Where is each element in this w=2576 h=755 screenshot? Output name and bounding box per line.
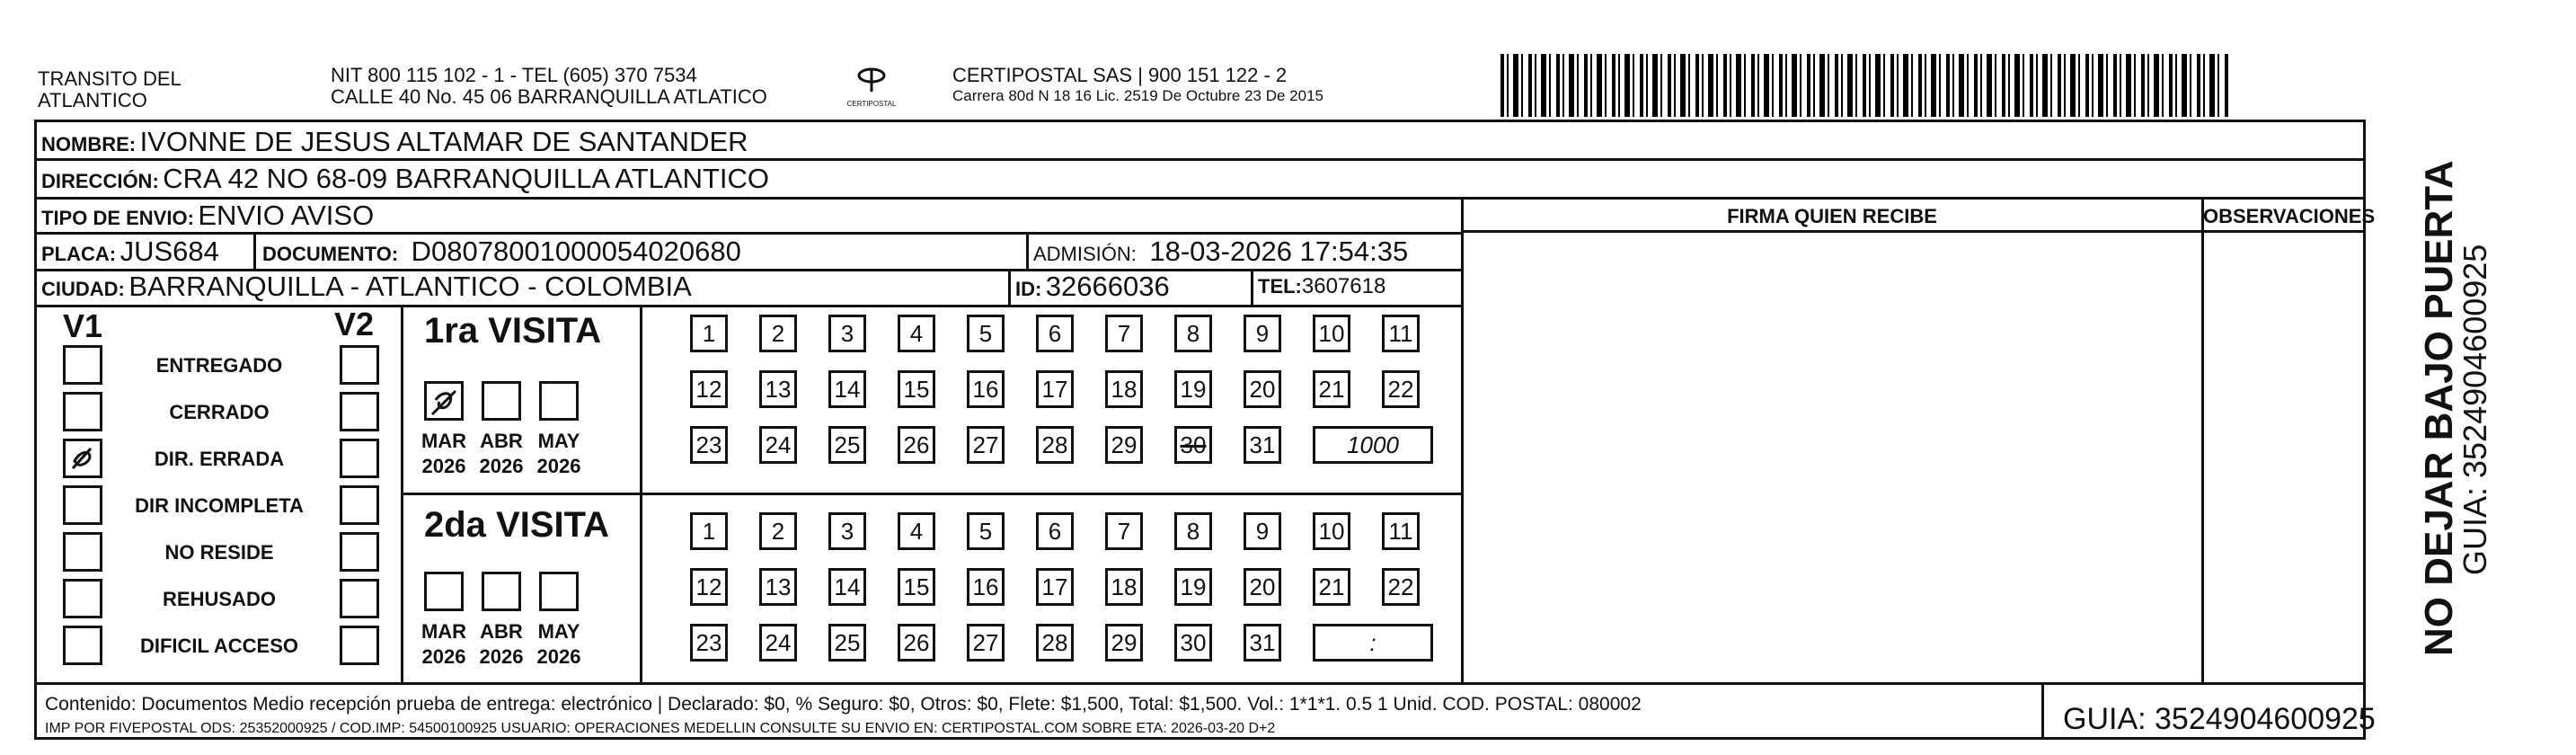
company-name: CERTIPOSTAL SAS | 900 151 122 - 2 xyxy=(952,64,1288,86)
barcode xyxy=(1500,54,2228,117)
ship-type-row xyxy=(41,200,374,232)
city: BARRANQUILLA - ATLANTICO - COLOMBIA xyxy=(128,271,692,302)
month-checkbox[interactable] xyxy=(482,572,521,611)
month-label: MAY xyxy=(537,430,580,452)
address-row xyxy=(41,163,769,195)
v2-checkbox[interactable] xyxy=(340,626,379,665)
year-label: 2026 xyxy=(421,455,466,477)
day-box[interactable]: 16 xyxy=(967,568,1005,606)
day-box[interactable]: 26 xyxy=(898,426,935,464)
day-box[interactable]: 6 xyxy=(1036,315,1074,352)
day-box[interactable]: 17 xyxy=(1036,370,1074,408)
day-box[interactable]: 8 xyxy=(1174,512,1212,550)
status-label: DIR. ERRADA xyxy=(154,448,285,470)
v1-checkbox[interactable] xyxy=(63,392,102,431)
day-box[interactable]: 6 xyxy=(1036,512,1074,550)
tel-row xyxy=(1258,274,1385,299)
month-label: MAY xyxy=(537,620,580,643)
visit2-title: 2da VISITA xyxy=(424,505,609,545)
month-checkbox[interactable] xyxy=(539,381,579,421)
status-label: DIR INCOMPLETA xyxy=(135,494,304,517)
day-box[interactable]: 10 xyxy=(1313,315,1350,352)
month-checkbox[interactable] xyxy=(539,572,579,611)
status-label: REHUSADO xyxy=(163,588,276,610)
v1-checkbox[interactable] xyxy=(63,579,102,618)
day-box[interactable]: 5 xyxy=(967,315,1005,352)
day-box[interactable]: 11 xyxy=(1382,512,1420,550)
day-box[interactable]: 5 xyxy=(967,512,1005,550)
tel: 3607618 xyxy=(1301,274,1386,298)
status-label: ENTREGADO xyxy=(155,354,283,377)
signature-label: FIRMA QUIEN RECIBE xyxy=(1727,205,1937,227)
day-box[interactable]: 9 xyxy=(1244,315,1281,352)
year-label: 2026 xyxy=(536,455,581,477)
status-label: DIFICIL ACCESO xyxy=(139,635,298,657)
day-box[interactable]: 23 xyxy=(690,624,728,662)
month-checkbox[interactable] xyxy=(424,381,464,421)
company-info xyxy=(952,65,1323,106)
day-box[interactable]: 7 xyxy=(1105,512,1143,550)
logo-text: CERTIPOSTAL xyxy=(846,100,897,108)
day-box[interactable]: 14 xyxy=(828,370,866,408)
day-box[interactable]: 24 xyxy=(759,426,797,464)
admission-row xyxy=(1033,235,1408,268)
signature-mark-icon xyxy=(427,384,461,418)
document: D08078001000054020680 xyxy=(411,235,741,267)
day-box[interactable]: 4 xyxy=(898,315,935,352)
side-guia: GUIA: 3524904600925 xyxy=(2456,244,2493,575)
month-label: MAR xyxy=(420,620,467,643)
day-box[interactable]: 17 xyxy=(1036,568,1074,606)
month-label: MAR xyxy=(420,430,467,452)
v1-checkbox[interactable] xyxy=(63,439,102,478)
plate-label: PLACA: xyxy=(41,243,117,265)
footer-guia: GUIA: 3524904600925 xyxy=(2063,702,2376,736)
admission-label: ADMISIÓN: xyxy=(1033,243,1137,265)
day-box[interactable]: 20 xyxy=(1244,370,1281,408)
day-box[interactable]: 14 xyxy=(828,568,866,606)
ship-type: ENVIO AVISO xyxy=(198,200,375,231)
v1-label: V1 xyxy=(63,307,103,344)
day-box[interactable]: 21 xyxy=(1313,568,1350,606)
plate: JUS684 xyxy=(120,235,219,267)
day-box[interactable]: 18 xyxy=(1105,370,1143,408)
id-label: ID: xyxy=(1015,278,1042,300)
day-box[interactable]: 31 xyxy=(1244,426,1281,464)
day-box[interactable]: 25 xyxy=(828,624,866,662)
sender-line1: TRANSITO DEL xyxy=(38,67,181,90)
day-box[interactable]: 2 xyxy=(759,512,797,550)
observations-label: OBSERVACIONES xyxy=(2203,205,2376,227)
day-box[interactable]: 10 xyxy=(1313,512,1350,550)
day-box[interactable]: 22 xyxy=(1382,370,1420,408)
name-row xyxy=(41,126,748,158)
day-box[interactable]: 7 xyxy=(1105,315,1143,352)
scribble-mark-icon xyxy=(66,441,100,475)
recipient-name: IVONNE DE JESUS ALTAMAR DE SANTANDER xyxy=(139,126,748,157)
sender-name xyxy=(38,68,181,111)
day-box[interactable]: 13 xyxy=(759,370,797,408)
year-label: 2026 xyxy=(536,645,581,668)
status-label: CERRADO xyxy=(169,401,270,423)
day-box[interactable]: 12 xyxy=(690,568,728,606)
year-label: 2026 xyxy=(479,645,524,668)
side-warning: NO DEJAR BAJO PUERTA xyxy=(2417,160,2461,656)
sender-line2: ATLANTICO xyxy=(38,89,147,111)
month-checkbox[interactable] xyxy=(482,381,521,421)
month-checkbox[interactable] xyxy=(424,572,464,611)
name-label: NOMBRE: xyxy=(41,133,137,155)
day-box[interactable]: 4 xyxy=(898,512,935,550)
year-label: 2026 xyxy=(479,455,524,477)
v1-checkbox[interactable] xyxy=(63,485,102,525)
v1-checkbox[interactable] xyxy=(63,532,102,572)
month-label: ABR xyxy=(480,620,523,643)
day-box[interactable]: 28 xyxy=(1036,624,1074,662)
day-box[interactable]: 25 xyxy=(828,426,866,464)
document-row xyxy=(262,235,741,268)
time-box[interactable]: : xyxy=(1313,624,1433,662)
visit1-title: 1ra VISITA xyxy=(424,311,602,351)
city-label: CIUDAD: xyxy=(41,278,125,300)
plate-row xyxy=(41,235,219,268)
day-box[interactable]: 12 xyxy=(690,370,728,408)
day-box[interactable]: 29 xyxy=(1105,624,1143,662)
v2-checkbox[interactable] xyxy=(340,532,379,572)
address-label: DIRECCIÓN: xyxy=(41,170,159,192)
recipient-address: CRA 42 NO 68-09 BARRANQUILLA ATLANTICO xyxy=(163,163,770,194)
day-box[interactable]: 19 xyxy=(1174,370,1212,408)
v2-checkbox[interactable] xyxy=(340,485,379,525)
day-box[interactable]: 11 xyxy=(1382,315,1420,352)
footer-imp: IMP POR FIVEPOSTAL ODS: 25352000925 / COD.IMP: 54500100925 USUARIO: OPERACIONES MEDELLIN CONSULTE SU ENVIO EN: CERTIPOSTAL.COM SOBRE ETA: 2026-03-20 D+2 xyxy=(45,721,1276,736)
admission-date: 18-03-2026 17:54:35 xyxy=(1149,235,1409,267)
month-label: ABR xyxy=(480,430,523,452)
document-label: DOCUMENTO: xyxy=(262,243,399,265)
company-license: Carrera 80d N 18 16 Lic. 2519 De Octubre 23 De 2015 xyxy=(952,87,1323,104)
day-box[interactable]: 9 xyxy=(1244,512,1281,550)
tel-label: TEL: xyxy=(1258,275,1302,298)
v1-checkbox[interactable] xyxy=(63,345,102,385)
v2-label: V2 xyxy=(334,306,375,342)
day-box[interactable]: 27 xyxy=(967,426,1005,464)
day-box[interactable]: 27 xyxy=(967,624,1005,662)
v1-checkbox[interactable] xyxy=(63,626,102,665)
day-box[interactable]: 30 xyxy=(1174,426,1212,464)
ship-type-label: TIPO DE ENVIO: xyxy=(41,207,194,229)
day-box[interactable]: 30 xyxy=(1174,624,1212,662)
time-box[interactable]: 1000 xyxy=(1313,426,1433,464)
day-box[interactable]: 23 xyxy=(690,426,728,464)
v2-checkbox[interactable] xyxy=(340,439,379,478)
signature-area[interactable] xyxy=(1466,235,2198,678)
day-box[interactable]: 15 xyxy=(898,568,935,606)
observations-area[interactable] xyxy=(2207,235,2361,678)
year-label: 2026 xyxy=(421,645,466,668)
day-box[interactable]: 1 xyxy=(690,512,728,550)
day-box[interactable]: 26 xyxy=(898,624,935,662)
logo-icon xyxy=(854,65,890,95)
id-row xyxy=(1015,271,1170,303)
day-box[interactable]: 16 xyxy=(967,370,1005,408)
day-box[interactable]: 24 xyxy=(759,624,797,662)
city-row xyxy=(41,271,692,303)
day-box[interactable]: 18 xyxy=(1105,568,1143,606)
day-box[interactable]: 28 xyxy=(1036,426,1074,464)
day-box[interactable]: 2 xyxy=(759,315,797,352)
day-box[interactable]: 21 xyxy=(1313,370,1350,408)
certipostal-logo xyxy=(831,65,912,108)
v2-checkbox[interactable] xyxy=(340,345,379,385)
day-box[interactable]: 31 xyxy=(1244,624,1281,662)
day-box[interactable]: 8 xyxy=(1174,315,1212,352)
day-box[interactable]: 1 xyxy=(690,315,728,352)
day-box[interactable]: 3 xyxy=(828,512,866,550)
sender-nit: NIT 800 115 102 - 1 - TEL (605) 370 7534 xyxy=(331,64,697,86)
day-box[interactable]: 3 xyxy=(828,315,866,352)
day-box[interactable]: 20 xyxy=(1244,568,1281,606)
sender-address: CALLE 40 No. 45 06 BARRANQUILLA ATLATICO xyxy=(331,85,767,108)
status-label: NO RESIDE xyxy=(164,541,274,564)
day-box[interactable]: 19 xyxy=(1174,568,1212,606)
day-box[interactable]: 15 xyxy=(898,370,935,408)
day-box[interactable]: 29 xyxy=(1105,426,1143,464)
sender-info xyxy=(331,65,767,108)
recipient-id: 32666036 xyxy=(1045,271,1170,302)
day-box[interactable]: 13 xyxy=(759,568,797,606)
v2-checkbox[interactable] xyxy=(340,392,379,431)
footer-content: Contenido: Documentos Medio recepción prueba de entrega: electrónico | Declarado: $0, % Seguro: $0, Otros: $0, Flete: $1,500, Total: $1,500. Vol.: 1*1*1. 0.5 1 Unid. COD. POSTAL: 080002 xyxy=(45,694,1642,715)
day-box[interactable]: 22 xyxy=(1382,568,1420,606)
v2-checkbox[interactable] xyxy=(340,579,379,618)
